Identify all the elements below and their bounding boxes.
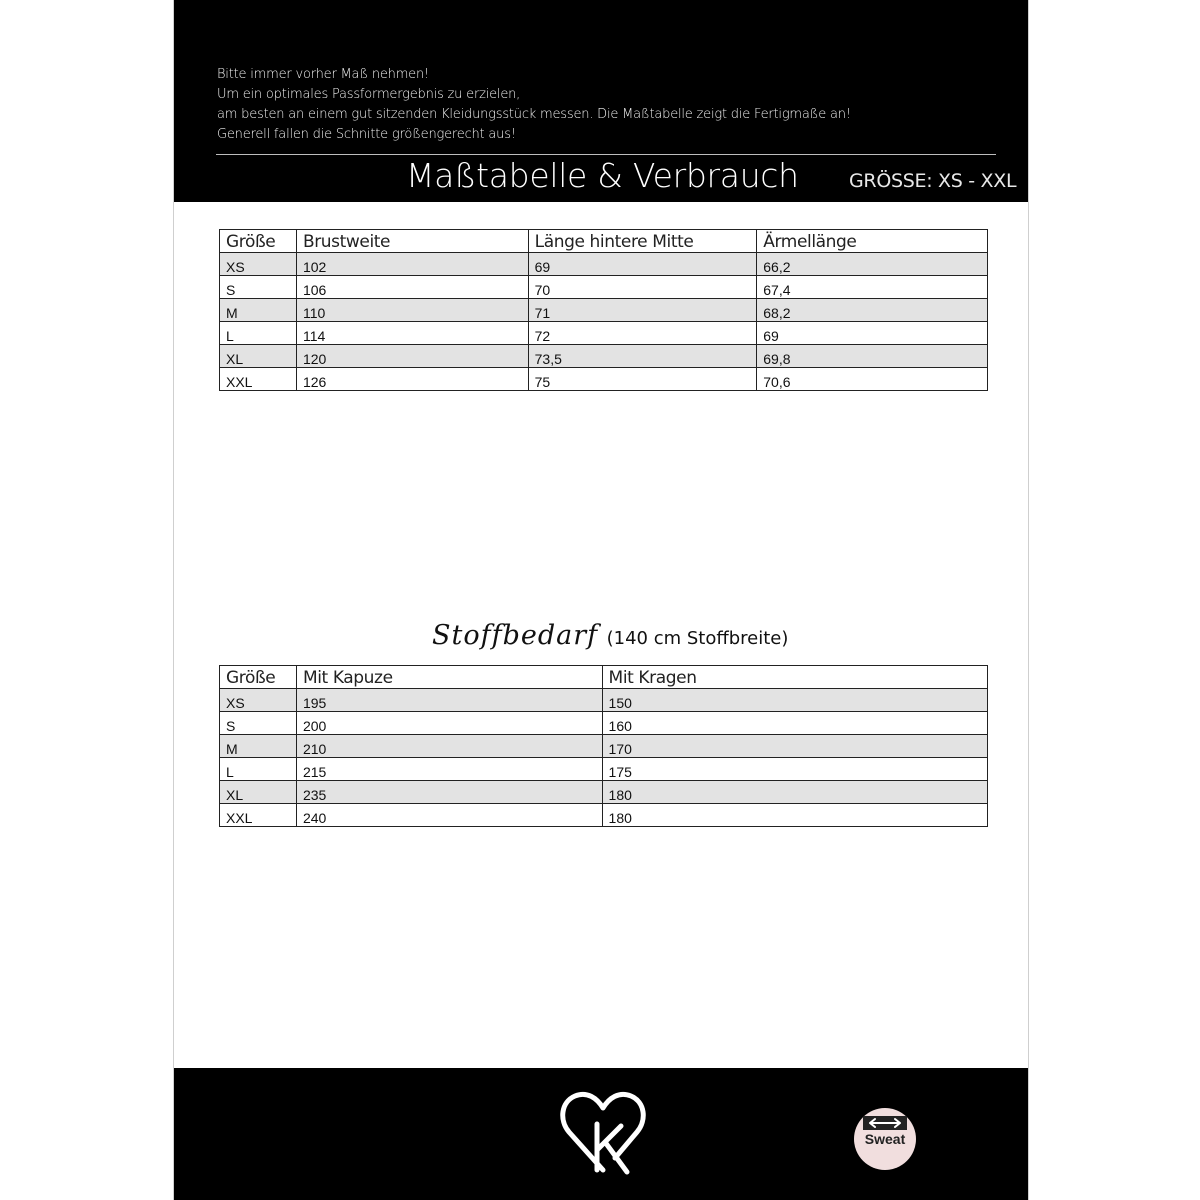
table-cell: 69 [528,253,757,276]
sweat-badge [854,1108,916,1170]
column-header: Größe [220,230,297,253]
table-cell: S [220,712,297,735]
table-header-row [220,666,988,689]
footer-band [174,1068,1028,1200]
table-cell: 120 [296,345,528,368]
table-row [220,758,988,781]
intro-line: Generell fallen die Schnitte größengerecht aus! [217,127,516,142]
table-cell: M [220,735,297,758]
table-cell: 68,2 [757,299,988,322]
fabric-heading [432,620,788,651]
table-cell: 69 [757,322,988,345]
intro-text [217,65,997,145]
double-arrow-icon [863,1116,907,1130]
fabric-table [219,665,988,827]
table-cell: M [220,299,297,322]
intro-line: Bitte immer vorher Maß nehmen! [217,67,430,82]
table-row [220,781,988,804]
table-cell: XL [220,781,297,804]
table-cell: 75 [528,368,757,391]
fabric-width-note: (140 cm Stoffbreite) [606,628,789,649]
table-cell: 126 [296,368,528,391]
table-cell: 240 [296,804,602,827]
table-cell: 180 [602,781,987,804]
table-cell: L [220,758,297,781]
table-row [220,253,988,276]
table-row [220,804,988,827]
table-cell: 175 [602,758,987,781]
badge-label: Sweat [864,1131,906,1147]
size-range-label: GRÖSSE: XS - XXL [849,170,1017,192]
table-cell: 170 [602,735,987,758]
table-cell: XL [220,345,297,368]
table-cell: 235 [296,781,602,804]
table-cell: 110 [296,299,528,322]
table-cell: 67,4 [757,276,988,299]
table-cell: 114 [296,322,528,345]
fabric-script-title: Stoffbedarf [432,620,599,651]
table-cell: 215 [296,758,602,781]
table-cell: 160 [602,712,987,735]
table-cell: 69,8 [757,345,988,368]
table-cell: 180 [602,804,987,827]
table-row [220,689,988,712]
table-cell: XXL [220,804,297,827]
table-cell: 200 [296,712,602,735]
table-row [220,299,988,322]
table-cell: 66,2 [757,253,988,276]
table-row [220,368,988,391]
table-cell: L [220,322,297,345]
table-cell: S [220,276,297,299]
table-cell: 195 [296,689,602,712]
table-row [220,712,988,735]
intro-line: Um ein optimales Passformergebnis zu erzielen, [217,87,521,102]
column-header: Länge hintere Mitte [528,230,757,253]
table-cell: 70,6 [757,368,988,391]
table-row [220,322,988,345]
table-cell: 150 [602,689,987,712]
header-divider [216,154,996,155]
intro-line: am besten an einem gut sitzenden Kleidungsstück messen. Die Maßtabelle zeigt die Fertigmaße an! [217,107,851,122]
table-cell: 72 [528,322,757,345]
table-cell: 210 [296,735,602,758]
column-header: Größe [220,666,297,689]
table-cell: XS [220,253,297,276]
table-cell: 102 [296,253,528,276]
page-title: Maßtabelle & Verbrauch [406,156,799,195]
table-cell: 70 [528,276,757,299]
column-header: Ärmellänge [757,230,988,253]
table-header-row [220,230,988,253]
heart-k-logo-icon [557,1086,649,1178]
column-header: Brustweite [296,230,528,253]
table-cell: 73,5 [528,345,757,368]
table-cell: 106 [296,276,528,299]
table-row [220,345,988,368]
table-cell: 71 [528,299,757,322]
table-cell: XXL [220,368,297,391]
column-header: Mit Kragen [602,666,987,689]
table-row [220,276,988,299]
document-page [173,0,1029,1200]
table-cell: XS [220,689,297,712]
table-row [220,735,988,758]
column-header: Mit Kapuze [296,666,602,689]
size-table [219,229,988,391]
header-band [174,0,1028,202]
